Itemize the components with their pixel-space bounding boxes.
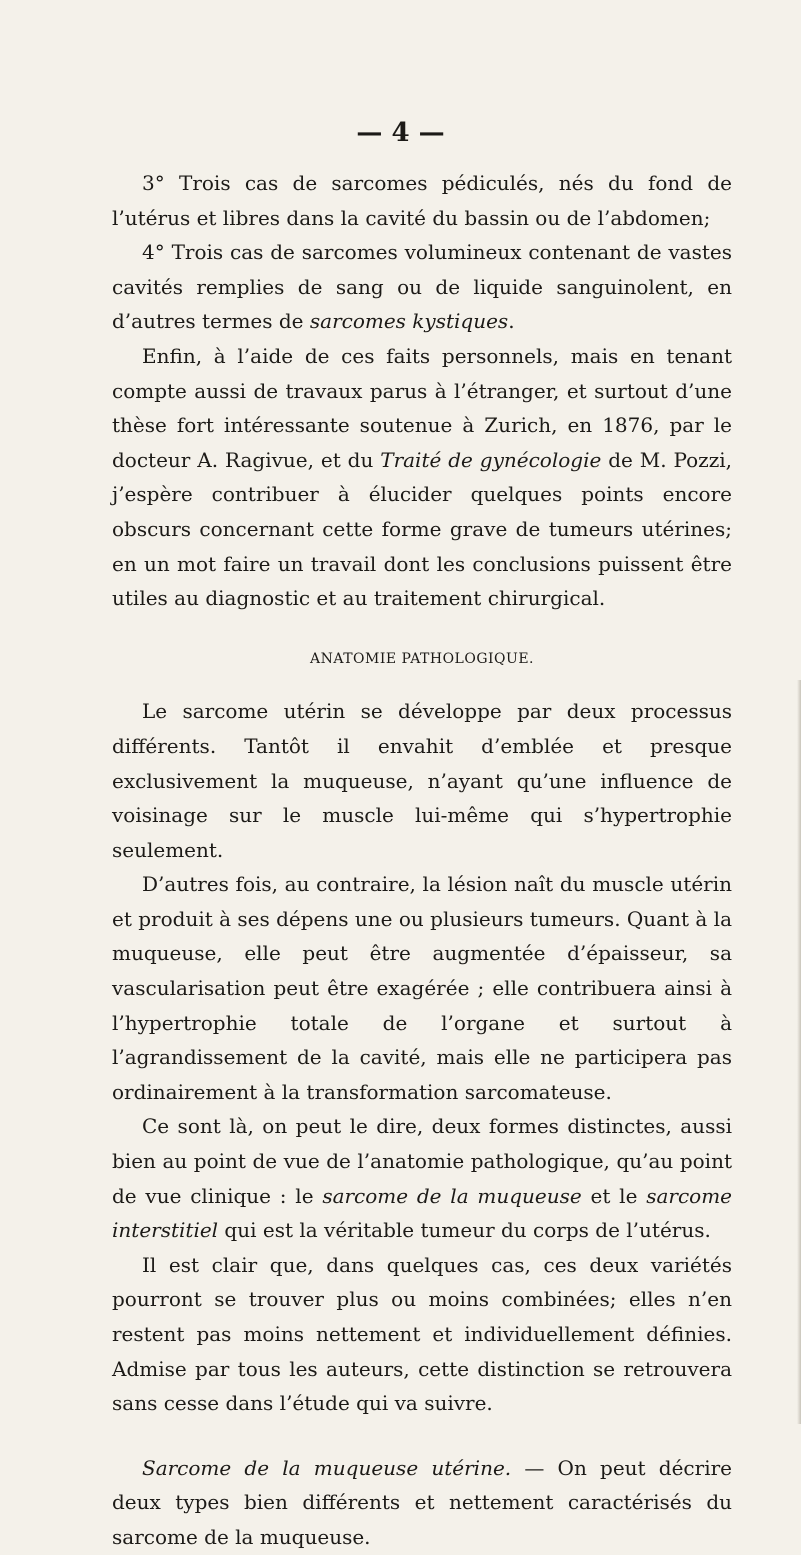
body-text [112, 166, 732, 1555]
paragraph-item-3 [112, 166, 732, 235]
paragraph-text: Il est clair que, dans quelques cas, ces deux variétés pourront se trouver plus ou moins combinées; elles n’en restent pas moins nettement et individuellement définies. Admise par tous les auteurs, cette distinction se retrouvera sans cesse dans l’étude qui va suivre. [112, 1252, 732, 1416]
paragraph-sarcome-muqueuse [112, 1451, 732, 1555]
italic-term: sarcomes kystiques [309, 309, 509, 334]
paragraph-formes-distinctes [112, 1109, 732, 1247]
page-edge-shadow [797, 680, 801, 1424]
paragraph-text: Ce sont là, on peut le dire, deux formes distinctes, aussi bien au point de vue de l’anatomie pathologique, qu’au point de vue clinique : le [112, 1114, 732, 1208]
italic-title: Traité de gynécologie [380, 447, 602, 472]
paragraph-sarcome-uterin [112, 694, 732, 867]
paragraph-text: Enfin, à l’aide de ces faits personnels, mais en tenant compte aussi de travaux parus à l’étranger, et surtout d’une thèse fort intéressante soutenue à Zurich, en 1876, par le docteur A. Ragivue, et du [112, 343, 732, 472]
italic-subheading: Sarcome de la muqueuse utérine. [142, 1455, 512, 1480]
paragraph-tail: — On peut décrire deux types bien différents et nettement caractérisés du sarcome de la muqueuse. [112, 1455, 732, 1549]
paragraph-text: et le [581, 1183, 647, 1208]
page-number: — 4 — [356, 118, 445, 148]
italic-term: sarcome de la muqueuse [322, 1183, 582, 1208]
paragraph-text: Le sarcome utérin se développe par deux processus différents. Tantôt il envahit d’emblée et presque exclusivement la muqueuse, n’ayant qu’une influence de voisinage sur le muscle lui-même qui s’hypertrophie seulement. [112, 699, 732, 862]
paragraph-gap [112, 1421, 732, 1451]
section-heading: ANATOMIE PATHOLOGIQUE. [310, 650, 534, 667]
paragraph-item-4 [112, 235, 732, 339]
paragraph-tail: qui est la véritable tumeur du corps de l’utérus. [218, 1218, 711, 1243]
paragraph-enfin [112, 339, 732, 616]
paragraph-text: 3° Trois cas de sarcomes pédiculés, nés du fond de l’utérus et libres dans la cavité du bassin ou de l’abdomen; [112, 171, 732, 230]
paragraph-il-est-clair [112, 1248, 732, 1421]
paragraph-tail: de M. Pozzi, j’espère contribuer à élucider quelques points encore obscurs concernant cette forme grave de tumeurs utérines; en un mot faire un travail dont les conclusions puissent être utiles au diagnostic et au traitement chirurgical. [112, 447, 733, 611]
italic-term: sarcome interstitiel [112, 1183, 732, 1243]
paragraph-text: D’autres fois, au contraire, la lésion naît du muscle utérin et produit à ses dépens une ou plusieurs tumeurs. Quant à la muqueuse, elle peut être augmentée d’épaisseur, sa vascularisation peut être exagérée ; elle contribuera ainsi à l’hypertrophie totale de l’organe et surtout à l’agrandissement de la cavité, mais elle ne participera pas ordinairement à la transformation sarcomateuse. [112, 872, 732, 1104]
paragraph-autres-fois [112, 867, 732, 1109]
paragraph-tail: . [508, 309, 515, 334]
paragraph-text: 4° Trois cas de sarcomes volumineux contenant de vastes cavités remplies de sang ou de liquide sanguinolent, en d’autres termes de [112, 240, 732, 334]
